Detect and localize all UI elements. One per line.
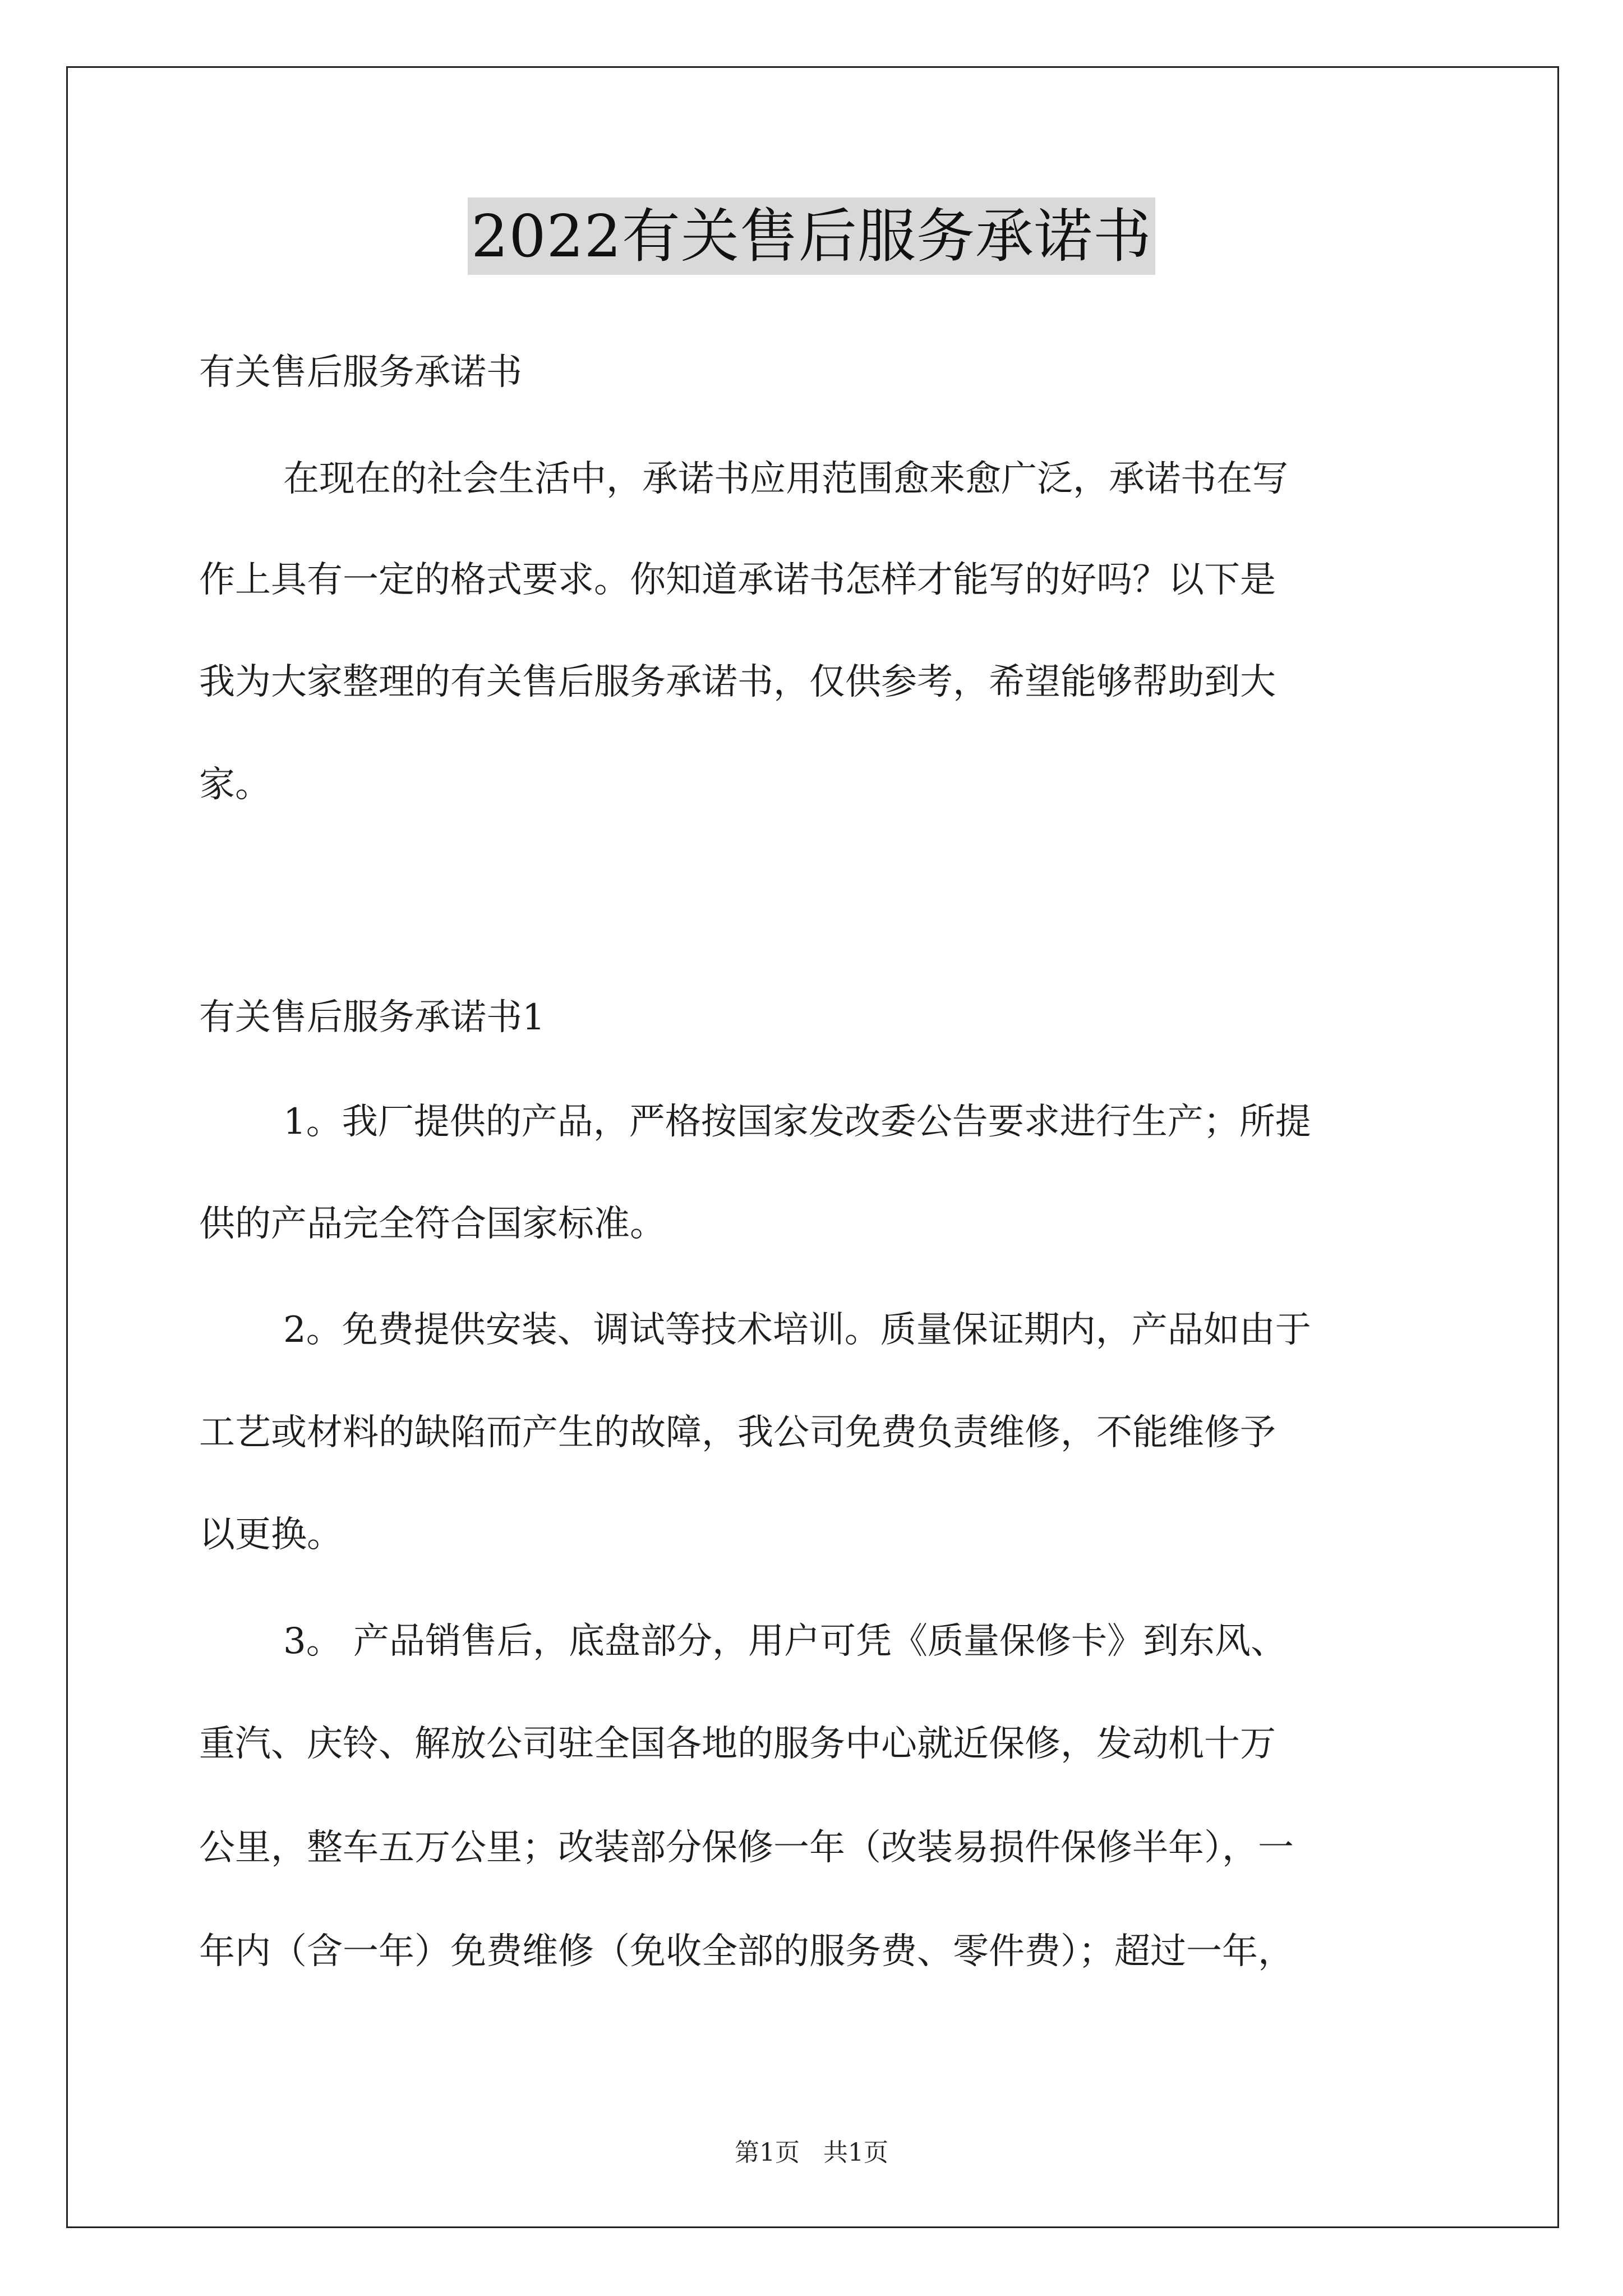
page-number: 第1页 <box>735 2138 800 2167</box>
document-title: 2022有关售后服务承诺书 <box>468 197 1155 275</box>
section-heading: 有关售后服务承诺书 <box>199 352 522 393</box>
item-line: 2。免费提供安装、调试等技术培训。质量保证期内，产品如由于 <box>283 1309 1311 1351</box>
intro-line: 家。 <box>199 764 271 806</box>
title-wrap <box>0 197 1623 275</box>
intro-line: 在现在的社会生活中，承诺书应用范围愈来愈广泛，承诺书在写 <box>283 458 1288 500</box>
item-line: 公里，整车五万公里；改装部分保修一年（改装易损件保修半年），一 <box>199 1827 1294 1869</box>
page-footer <box>0 2136 1623 2170</box>
item-line: 年内（含一年）免费维修（免收全部的服务费、零件费）；超过一年， <box>199 1931 1294 1972</box>
item-line: 重汽、庆铃、解放公司驻全国各地的服务中心就近保修，发动机十万 <box>199 1723 1276 1765</box>
item-line: 供的产品完全符合国家标准。 <box>199 1203 666 1245</box>
item-line: 3。 产品销售后，底盘部分，用户可凭《质量保修卡》到东风、 <box>283 1621 1287 1662</box>
intro-line: 作上具有一定的格式要求。你知道承诺书怎样才能写的好吗？以下是 <box>199 559 1276 601</box>
section-heading: 有关售后服务承诺书1 <box>199 997 545 1038</box>
item-line: 工艺或材料的缺陷而产生的故障，我公司免费负责维修，不能维修予 <box>199 1412 1276 1453</box>
page-total: 共1页 <box>823 2138 888 2167</box>
item-line: 1。我厂提供的产品，严格按国家发改委公告要求进行生产；所提 <box>283 1101 1311 1143</box>
item-line: 以更换。 <box>199 1514 343 1556</box>
intro-line: 我为大家整理的有关售后服务承诺书，仅供参考，希望能够帮助到大 <box>199 661 1276 703</box>
